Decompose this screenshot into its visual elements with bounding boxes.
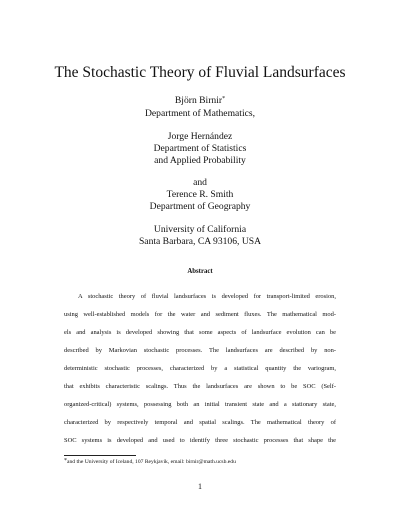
footnote-mark: * (64, 458, 67, 464)
author-1-footnote-mark: * (222, 96, 226, 102)
abstract-line: using well-established models for the water and sediment fluxes. The mathematical mod- (64, 311, 336, 318)
abstract-line: organized-critical) systems, possessing both an initial transient state and a stationary state, (64, 401, 336, 408)
abstract-line: A stochastic theory of fluvial landsurfaces is developed for transport-limited erosion, (78, 293, 336, 300)
institution-line-2: Santa Barbara, CA 93106, USA (138, 236, 262, 247)
abstract-heading: Abstract (187, 268, 213, 275)
institution-line-1: University of California (153, 224, 247, 235)
abstract-line: els and analysis is developed showing that some aspects of landsurface evolution can be (64, 329, 336, 336)
footnote-text: and the University of Iceland, 107 Reykjavik, email: birnir@math.ucsb.edu (67, 459, 236, 465)
author-2-affiliation-line-2: and Applied Probability (154, 155, 246, 166)
abstract-line: that exhibits characteristic scalings. Thus the landsurfaces are shown to be SOC (Self- (64, 383, 336, 390)
author-1 (0, 95, 400, 106)
author-3-affiliation: Department of Geography (149, 201, 251, 212)
footnote-rule (64, 455, 136, 456)
author-2-name: Jorge Hernández (167, 131, 233, 142)
abstract-line: characterized by respectively temporal and spatial scalings. The mathematical theory of (64, 419, 336, 426)
author-1-name: Björn Birnir (174, 95, 223, 106)
page-number: 1 (198, 482, 202, 491)
footnote (64, 459, 344, 466)
paper-title: The Stochastic Theory of Fluvial Landsurfaces (54, 64, 346, 81)
author-3-name: Terence R. Smith (166, 189, 234, 200)
author-1-affiliation: Department of Mathematics, (144, 108, 256, 119)
abstract-line: SOC systems is developed and used to identify three stochastic processes that shape the (64, 437, 336, 444)
abstract-line: described by Markovian stochastic processes. The landsurfaces are described by non- (64, 347, 336, 354)
author-2-affiliation-line-1: Department of Statistics (153, 143, 247, 154)
abstract-line: deterministic stochastic processes, characterized by a statistical quantity the variogram, (64, 365, 336, 372)
author-connector: and (193, 177, 207, 188)
